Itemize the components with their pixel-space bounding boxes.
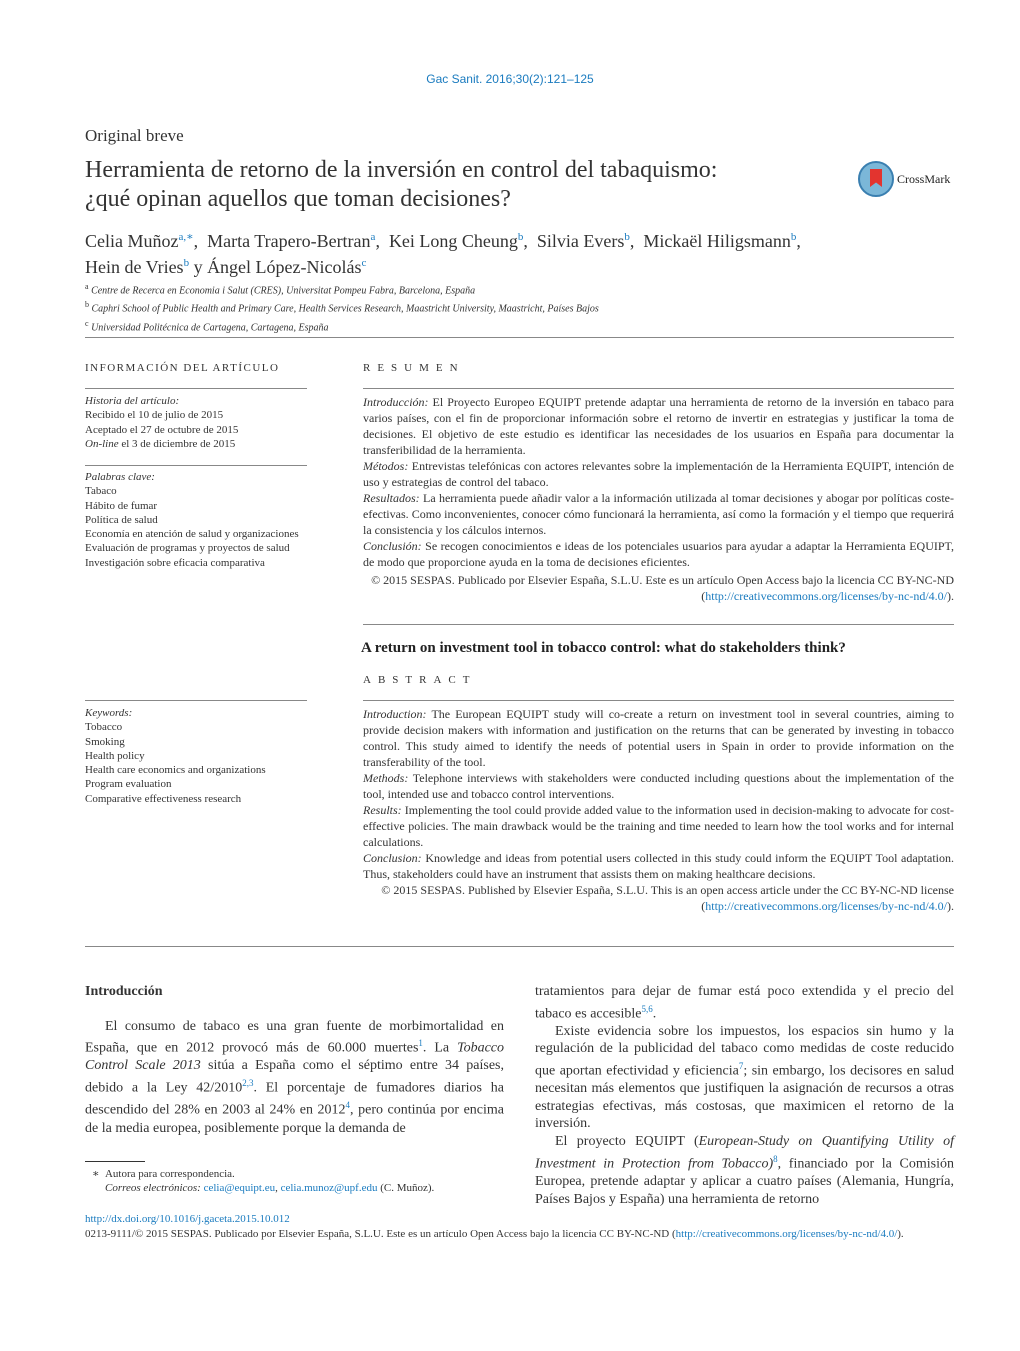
affiliation	[85, 298, 785, 316]
author: Kei Long Cheung	[388, 231, 518, 251]
keyword: Program evaluation	[85, 778, 172, 791]
online-date	[85, 437, 307, 451]
author-affiliation-mark[interactable]: c	[361, 257, 367, 269]
affiliation-key: c	[85, 318, 89, 328]
abstract-results-text: Implementing the tool could provide added value to the information used in decision-making to advocate for cost-effective policies. The main drawback would be the training and time needed to learn how the tool works and for internal calculations.	[363, 803, 954, 849]
email-link[interactable]: celia.munoz@upf.edu	[280, 1182, 378, 1194]
emails-end: (C. Muñoz).	[380, 1182, 435, 1194]
footnote	[92, 1167, 512, 1195]
body-text: , pero continúa por encima de la media europea, posiblemente porque la demanda de	[85, 1102, 504, 1136]
divider	[85, 465, 307, 466]
resumen-results	[363, 490, 954, 538]
divider	[363, 388, 954, 389]
title-line-1: Herramienta de retorno de la inversión en control del tabaquismo:	[85, 157, 718, 183]
affiliations	[85, 280, 785, 335]
accepted-date: Aceptado el 27 de octubre de 2015	[85, 423, 239, 436]
footer-license	[85, 1227, 954, 1242]
divider	[85, 388, 307, 389]
resumen-intro-text: El Proyecto Europeo EQUIPT pretende adaptar una herramienta de retorno de la inversión en tabaco para varios países, con el fin de proporcionar información sobre el retorno de invertir en estrategias y justificar la toma de decisiones. El objetivo de este estudio es identificar las necesidades de los usuarios en España para documentar la transferibilidad de la herramienta.	[363, 395, 955, 457]
divider	[85, 337, 954, 338]
footer-license-end: ).	[897, 1228, 904, 1240]
online-date-text: el 3 de diciembre de 2015	[121, 437, 236, 450]
resumen-methods-label: Métodos:	[363, 459, 409, 473]
keyword: Comparative effectiveness research	[85, 792, 242, 805]
abstract-intro	[363, 706, 954, 770]
journal-reference[interactable]: Gac Sanit. 2016;30(2):121–125	[426, 72, 594, 86]
keywords-es-label: Palabras clave:	[85, 471, 155, 483]
author-affiliation-mark[interactable]: b	[790, 231, 797, 243]
body-text: sitúa a España como el séptimo entre 34 países, debido a la Ley 42/2010	[85, 1058, 504, 1096]
keywords-en-label: Keywords:	[85, 707, 133, 719]
author-affiliation-mark[interactable]: a	[370, 231, 376, 243]
divider	[363, 700, 954, 701]
keyword: Evaluación de programas y proyectos de salud	[85, 542, 290, 555]
resumen-intro-label: Introducción:	[363, 395, 429, 409]
abstract-intro-label: Introduction:	[363, 707, 427, 721]
crossmark-icon	[858, 161, 894, 197]
received-date: Recibido el 10 de julio de 2015	[85, 409, 224, 422]
keyword: Tabaco	[85, 485, 117, 498]
abstract-methods-label: Methods:	[363, 771, 409, 785]
abstract-license	[363, 882, 954, 914]
affiliation	[85, 280, 785, 298]
citation[interactable]: 4	[345, 1100, 351, 1111]
citation[interactable]: 2,3	[242, 1078, 254, 1089]
body-text: , financiado por la Comisión Europea, pretende adaptar y aplicar a cuatro países (Alemania, Hungría, Países Bajos y España) una herramienta de retorno	[535, 1156, 954, 1207]
resumen-license	[363, 572, 954, 604]
body-paragraph	[535, 1133, 954, 1208]
body-italic: Tobacco Control Scale 2013	[85, 1040, 504, 1074]
abstract-license-link[interactable]: http://creativecommons.org/licenses/by-nc-nd/4.0/	[705, 899, 947, 913]
affiliation-key: b	[85, 300, 89, 310]
footer-license-text: 0213-9111/© 2015 SESPAS. Publicado por Elsevier España, S.L.U. Este es un artículo Open Access bajo la licencia CC BY-NC-ND (	[85, 1228, 676, 1240]
resumen-body	[363, 394, 954, 604]
abstract-license-end: ).	[947, 899, 954, 913]
footer-license-link[interactable]: http://creativecommons.org/licenses/by-nc-nd/4.0/	[675, 1228, 898, 1240]
abstract-conclusion-text: Knowledge and ideas from potential users collected in this study could inform the EQUIPT Tool adaptation. Thus, stakeholders could have an instrument that assists them on making healthcare decisions.	[363, 851, 955, 881]
abstract-results-label: Results:	[363, 803, 402, 817]
divider	[85, 700, 307, 701]
keyword: Economía en atención de salud y organizaciones	[85, 528, 299, 541]
abstract-intro-text: The European EQUIPT study will co-create a return on investment tool in several countries, aiming to provide decision makers with information and justification on the returns that can be generated by investing in tobacco control. This study aimed to identify the needs of potential users in Spain in order to provide information on the transferability of the tool.	[363, 707, 954, 769]
author-affiliation-mark[interactable]: b	[517, 231, 524, 243]
resumen-intro	[363, 394, 954, 458]
author-list: Celia Muñoz$^{a,∗}$, Marta Trapero-Bertran$^a$, Kei Long Cheung$^b$, Silvia Evers$^b$, Mickaël Hiligsmann$^b$, Hein de Vries$^b$ y Ángel López-Nicolás$^c$	[85, 231, 801, 277]
body-paragraph	[535, 1023, 954, 1133]
title-line-2: ¿qué opinan aquellos que toman decisiones?	[85, 186, 511, 212]
doi-line	[85, 1212, 954, 1227]
resumen-results-text: La herramienta puede añadir valor a la información utilizada al tomar decisiones y abogar por políticas coste-efectivas. Como inconvenientes, conocer cómo funcionará la herramienta, así como la formación y el tiempo que requerirá la consistencia y los cálculos internos.	[363, 491, 954, 537]
abstract-conclusion-label: Conclusion:	[363, 851, 422, 865]
body-text: tratamientos para dejar de fumar está poco extendida y el precio del tabaco es accesible	[535, 984, 954, 1022]
body-text: ; sin embargo, los decisores en salud necesitan más elementos que justifiquen la asignación de recursos a otras estrategias efectivas, más costosas, que maximicen el retorno de la inversión.	[535, 1063, 954, 1132]
author: Mickaël Hiligsmann	[643, 231, 791, 251]
affiliation-text: Universidad Politécnica de Cartagena, Cartagena, España	[91, 321, 329, 333]
resumen-license-link[interactable]: http://creativecommons.org/licenses/by-nc-nd/4.0/	[705, 589, 947, 603]
abstract-license-text: © 2015 SESPAS. Published by Elsevier España, S.L.U. This is an open access article under the CC BY-NC-ND license (	[381, 883, 954, 913]
body-text: El consumo de tabaco es una gran fuente de morbimortalidad en España, que en 2012 provocó más de 60.000 muertes	[85, 1018, 504, 1056]
resumen-license-end: ).	[947, 589, 954, 603]
affiliation-text: Caphri School of Public Health and Primary Care, Health Services Research, Maastricht University, Maastricht, Países Bajos	[91, 303, 599, 315]
author-affiliation-mark[interactable]: b	[183, 257, 190, 269]
resumen-conclusion-label: Conclusión:	[363, 539, 422, 553]
divider	[363, 624, 954, 625]
abstract-heading: ABSTRACT	[363, 674, 477, 686]
footnote-star: ∗	[92, 1168, 100, 1180]
crossmark-badge[interactable]	[858, 160, 958, 198]
keyword: Hábito de fumar	[85, 499, 158, 512]
doi-link[interactable]: http://dx.doi.org/10.1016/j.gaceta.2015.10.012	[85, 1213, 290, 1225]
abstract-methods-text: Telephone interviews with stakeholders were conducted including questions about the implementation of the tool, intended use and tobacco control interventions.	[363, 771, 954, 801]
emails-label: Correos electrónicos:	[105, 1182, 201, 1194]
author: Celia Muñoz	[85, 231, 179, 251]
body-italic: European-Study on Quantifying Utility of Investment in Protection from Tobacco)	[535, 1134, 954, 1172]
author-affiliation-mark[interactable]: b	[624, 231, 630, 243]
abstract-conclusion	[363, 850, 954, 882]
online-label: On-line	[85, 437, 119, 450]
abstract-methods	[363, 770, 954, 802]
keyword: Investigación sobre eficacia comparativa	[85, 556, 265, 569]
article-title	[85, 156, 825, 214]
footnote-rule	[85, 1161, 145, 1162]
citation[interactable]: 7	[738, 1061, 744, 1072]
introduccion-heading: Introducción	[85, 984, 163, 999]
citation[interactable]: 8	[773, 1153, 778, 1164]
keyword: Smoking	[85, 735, 125, 748]
abstract-body	[363, 706, 954, 914]
body-paragraph	[85, 1018, 504, 1138]
keyword: Health policy	[85, 749, 145, 762]
keywords-es	[85, 470, 307, 570]
affiliation-text: Centre de Recerca en Economia i Salut (CRES), Universitat Pompeu Fabra, Barcelona, España	[91, 285, 476, 297]
keyword: Tobacco	[85, 721, 123, 734]
author-affiliation-mark[interactable]: a,∗	[178, 231, 194, 243]
divider	[85, 946, 954, 947]
author: Silvia Evers	[536, 231, 625, 251]
article-info-heading: INFORMACIÓN DEL ARTÍCULO	[85, 362, 280, 374]
resumen-conclusion-text: Se recogen conocimientos e ideas de los potenciales usuarios para ayudar a adaptar la Herramienta EQUIPT, de modo que proporcione ayuda en la toma de decisiones eficientes.	[363, 539, 954, 569]
resumen-conclusion	[363, 538, 954, 570]
affiliation-key: a	[85, 282, 89, 291]
body-text: .	[652, 1006, 657, 1022]
author-conjunction: y	[193, 257, 203, 277]
section-type: Original breve	[85, 126, 184, 145]
affiliation	[85, 317, 785, 335]
body-text: . El porcentaje de fumadores diarios ha descendido del 28% en 2003 al 24% en 2012	[85, 1080, 504, 1118]
body-right-column	[535, 983, 954, 1208]
history-label: Historia del artículo:	[85, 395, 180, 407]
email-line: Correos electrónicos: celia@equipt.eu, celia.munoz@upf.edu (C. Muñoz).	[105, 1182, 435, 1194]
body-text: Existe evidencia sobre los impuestos, los espacios sin humo y la regulación de la publicidad del tabaco como medidas de coste reducido que aportan efectividad y eficiencia	[535, 1023, 954, 1079]
resumen-methods-text: Entrevistas telefónicas con actores relevantes sobre la implementación de la Herramienta EQUIPT, intención de uso y estrategias de control del tabaco.	[363, 459, 955, 489]
english-title: A return on investment tool in tobacco control: what do stakeholders think?	[361, 640, 846, 656]
crossmark-label: CrossMark	[897, 171, 951, 186]
resumen-methods	[363, 458, 954, 490]
keyword: Política de salud	[85, 513, 158, 526]
keywords-en	[85, 706, 307, 806]
citation[interactable]: 5,6	[641, 1003, 653, 1014]
article-history	[85, 394, 307, 451]
author: Ángel López-Nicolás	[207, 257, 362, 277]
correspondence-note	[92, 1167, 512, 1181]
correspondence-text: Autora para correspondencia.	[104, 1168, 235, 1180]
page-footer	[85, 1212, 954, 1242]
resumen-heading: RESUMEN	[363, 362, 465, 374]
author: Hein de Vries	[85, 257, 184, 277]
body-text: . La	[422, 1040, 458, 1056]
body-text: El proyecto EQUIPT (	[555, 1134, 699, 1150]
resumen-results-label: Resultados:	[363, 491, 420, 505]
keyword: Health care economics and organizations	[85, 764, 266, 777]
body-paragraph-continued	[535, 983, 954, 1023]
email-link[interactable]: celia@equipt.eu	[203, 1182, 276, 1194]
author: Marta Trapero-Bertran	[207, 231, 371, 251]
citation[interactable]: 1	[418, 1038, 423, 1049]
abstract-results	[363, 802, 954, 850]
body-left-column	[85, 983, 504, 1137]
resumen-license-text: © 2015 SESPAS. Publicado por Elsevier España, S.L.U. Este es un artículo Open Access bajo la licencia CC BY-NC-ND (	[371, 573, 954, 603]
